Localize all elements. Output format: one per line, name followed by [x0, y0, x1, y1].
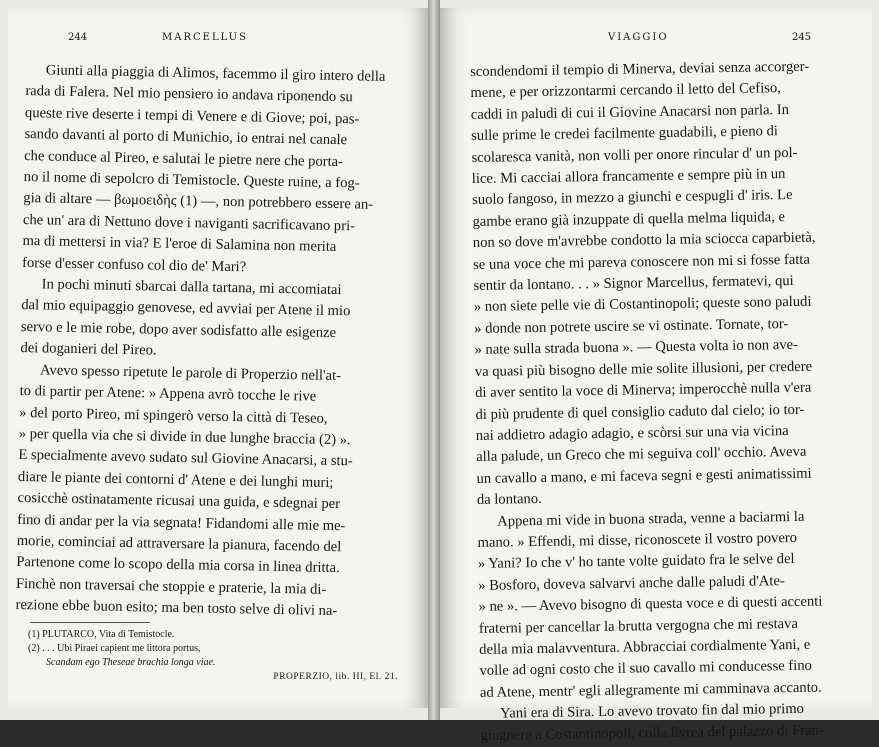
left-page — [8, 8, 428, 708]
right-head-title: VIAGGIO — [608, 32, 669, 43]
footnote-2: (2) . . . Ubi Piraei capient me littora portus, — [28, 643, 201, 654]
text-line: gambe erano già inzuppate di quella melma liquida, e — [472, 208, 786, 230]
text-line: mano. » Effendi, mi disse, riconoscete il vostro povero — [477, 529, 798, 551]
text-line: » donde non potrete uscire se vi ostinate. Tornate, tor- — [474, 315, 789, 337]
left-head-title: MARCELLUS — [162, 32, 248, 43]
footnote-1: (1) PLUTARCO, Vita di Temistocle. — [28, 629, 175, 640]
text-line: servo e le mie robe, dopo aver sodisfatto alle esigenze — [20, 318, 337, 341]
text-line: » Yani? Io che v' ho tante volte guidato fra le selve del — [477, 551, 795, 573]
text-line: un cavallo a mano, e mi faceva segni e gesti animatissimi — [476, 465, 812, 487]
text-line: queste rive deserte i tempi di Venere e di Giove; poi, pas- — [24, 104, 360, 128]
text-line: ad Atene, mentr' egli allegramente mi camminava accanto. — [479, 679, 822, 701]
text-line: » ne ». — Avevo bisogno di questa voce e di questi accenti — [478, 593, 823, 616]
text-line: gia di altare — βωμοειδὴς (1) —, non potrebbero essere an- — [23, 190, 374, 214]
left-body-text — [15, 60, 402, 624]
left-page-number: 244 — [68, 32, 88, 43]
text-line: Finchè non traversai che stoppie e praterie, la mia di- — [15, 575, 327, 598]
text-line: ma di mettersi in via? E l'eroe di Salamina non merita — [22, 233, 337, 256]
text-line: Giunti alla piaggia di Alimos, facemmo il giro intero della — [45, 62, 386, 85]
text-line: » nate sulla strada buona ». — Questa volta io non ave- — [474, 337, 799, 359]
text-line: sando davanti al porto di Munichio, io entrai nel canale — [24, 126, 348, 149]
text-line: scolaresca vanità, non volli per onore rincular d' un pol- — [471, 144, 798, 166]
text-line: » non siete pelle vie di Costantinopoli; queste sono paludi — [473, 294, 812, 316]
text-line: da lontano. — [476, 491, 542, 509]
text-line: Yani era di Sira. Lo avevo trovato fin dal mio primo — [500, 701, 805, 722]
text-line: volle ad ogni costo che il suo cavallo mi conducesse fino — [479, 658, 813, 680]
text-line: E specialmente avevo sudato sul Giovine Anacarsi, a stu- — [18, 447, 353, 470]
text-line: Partenone come lo scopo della mia corsa in linea dritta. — [16, 554, 340, 577]
text-line: forse d'esser confuso col dio de' Mari? — [21, 254, 247, 275]
text-line: no il nome di sepolcro di Temistocle. Queste ruine, a fog- — [23, 169, 360, 192]
text-line: non so dove m'avrebbe condotto la mia sciocca caparbietà, — [472, 229, 816, 252]
text-line: sentir da lontano. . . » Signor Marcellus, fermatevi, qui — [473, 273, 794, 295]
text-line: nai addietro adagio adagio, e scòrsi sur una via vicina — [475, 422, 789, 444]
text-line: va quasi più bisogno delle mie solite illusioni, per credere — [474, 358, 813, 380]
text-line: caddi in paludi di cui il Giovine Anacarsi non parla. In — [470, 101, 790, 123]
footnote-source: PROPERZIO, lib. III, El. 21. — [273, 672, 398, 682]
book-gutter — [428, 0, 440, 720]
text-line: Appena mi vide in buona strada, venne a baciarmi la — [497, 508, 805, 530]
footnote-rule — [30, 622, 150, 623]
text-line: rada di Falera. Nel mio pensiero io andava riponendo su — [25, 83, 353, 106]
text-line: morie, cominciai ad attraversare la pianura, facendo del — [16, 532, 342, 556]
text-line: sulle prime le credei facilmente guadabili, e pieno di — [471, 123, 779, 145]
text-line: della mia malavventura. Abbracciai cordialmente Yani, e — [479, 636, 811, 658]
text-line: giugnere a Costantinopoli, colla livrea del palazzo di Fran- — [480, 722, 824, 744]
text-line: scondendomi il tempio di Minerva, deviai senza accorger- — [470, 58, 810, 80]
text-line: dal mio equipaggio genovese, ed avviai per Atene il mio — [21, 297, 351, 320]
text-line: to di partir per Atene: » Appena avrò tocche le rive — [19, 383, 317, 405]
text-line: In pochi minuti sbarcai dalla tartana, mi accomiatai — [41, 276, 342, 299]
text-line: se una voce che mi pareva conoscere non mi si fosse fatta — [473, 251, 811, 273]
text-line: di aver sentito la voce di Minerva; imperocchè nulla v'era — [475, 379, 812, 402]
footnotes — [28, 628, 398, 684]
text-line: » del porto Pireo, mi spingerò verso la città di Teseo, — [19, 404, 328, 427]
text-line: diare le piante dei contorni d' Atene e dei lunghi muri; — [17, 468, 334, 491]
text-line: lice. Mi cacciai allora francamente e sempre più in un — [471, 166, 786, 188]
text-line: cosicchè ostinatamente ricusai una guida, e sdegnai per — [17, 490, 341, 513]
text-line: dei doganieri del Pireo. — [20, 340, 157, 359]
text-line: fino di andar per la via segnata! Fidandomi alle mie me- — [17, 511, 346, 534]
footnote-2-cont: Scandam ego Theseae brachia longa viae. — [46, 657, 216, 668]
text-line: suolo fangoso, in mezzo a giunchi e cespugli d' iris. Le — [472, 187, 793, 209]
text-line: che un' ara di Nettuno dove i naviganti sacrificavano pri- — [22, 211, 356, 235]
right-body-text — [470, 56, 861, 747]
right-page — [440, 8, 872, 744]
text-line: Avevo spesso ripetute le parole di Properzio nell'at- — [39, 362, 342, 384]
right-page-number: 245 — [792, 32, 812, 43]
text-line: fraterni per cancellar la brutta vergogna che mi restava — [478, 615, 799, 637]
text-line: » per quella via che si divide in due lunghe braccia (2) ». — [18, 425, 351, 449]
text-line: » Bosforo, doveva salvarvi anche dalle paludi d'Ate- — [478, 572, 785, 594]
text-line: che conduce al Pireo, e salutai le pietre nere che porta- — [24, 147, 344, 170]
text-line: di più prudente di quel consiglio caduto dal cielo; io tor- — [475, 401, 805, 423]
text-line: rezione ebbe buon esito; ma ben tosto selve di olivi na- — [15, 597, 338, 620]
text-line: mene, e per orizzontarmi cercando il letto del Cefiso, — [470, 80, 781, 102]
text-line: alla palude, un Greco che mi seguiva coll' occhio. Aveva — [476, 444, 807, 466]
